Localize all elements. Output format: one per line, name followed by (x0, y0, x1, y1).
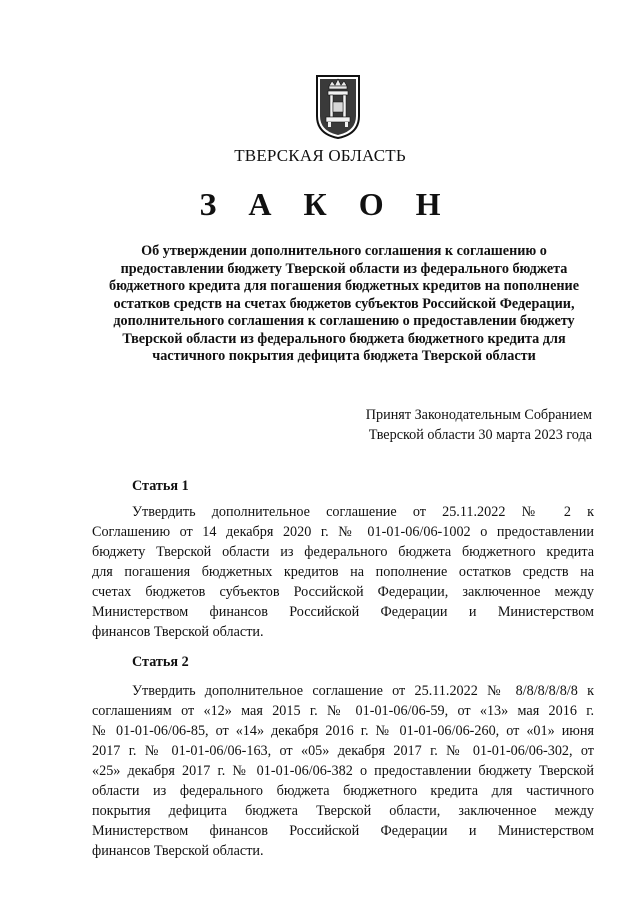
text-line: Утвердить дополнительное соглашение от 25.11.2022 № 8/8/8/8/8/8 к (132, 683, 594, 699)
region-name: ТВЕРСКАЯ ОБЛАСТЬ (234, 146, 406, 165)
text-line: Утвердить дополнительное соглашение от 25.11.2022 № 2 к (132, 504, 594, 520)
text-line: счетах бюджетов субъектов Российской Федерации, заключенное между (92, 584, 594, 600)
subject-line: дополнительного соглашения к соглашению о предоставлении бюджету (113, 313, 575, 329)
text-line: финансов Тверской области. (92, 624, 264, 640)
subject-line: предоставлении бюджету Тверской области из федерального бюджета (120, 260, 568, 277)
text-line: Министерством финансов Российской Федерации и Министерством (92, 604, 594, 620)
article-1-heading: Статья 1 (132, 478, 189, 494)
text-line: 2017 г. № 01-01-06/06-163, от «05» декабря 2017 г. № 01-01-06/06-302, от (92, 743, 594, 759)
subject-line: бюджетного кредита для погашения бюджетных кредитов на пополнение (108, 278, 580, 294)
article-2-heading: Статья 2 (132, 654, 189, 670)
tver-coat-of-arms-icon (315, 72, 361, 140)
subject-line: Тверской области из федерального бюджета бюджетного кредита для (122, 330, 566, 347)
text-line: покрытия дефицита бюджета Тверской области, заключенное между (92, 803, 594, 819)
document-type-title: З А К О Н (199, 186, 453, 222)
subject-line: остатков средств на счетах бюджетов субъектов Российской Федерации, (113, 295, 575, 312)
adoption-line: Принят Законодательным Собранием (365, 407, 592, 423)
adoption-note (366, 405, 592, 445)
subject-line: Об утверждении дополнительного соглашения к соглашению о (141, 243, 547, 259)
text-line: соглашениям от «12» мая 2015 г. № 01-01-06/06-59, от «13» мая 2016 г. (92, 703, 594, 719)
text-line: для погашения бюджетных кредитов на пополнение остатков средств на (92, 564, 594, 580)
text-line: бюджету Тверской области из федерального бюджета бюджетного кредита (92, 544, 594, 560)
text-line: Соглашению от 14 декабря 2020 г. № 01-01-06/06-1002 о предоставлении (92, 524, 594, 540)
law-subject (84, 243, 604, 366)
text-line: «25» декабря 2017 г. № 01-01-06/06-382 о предоставлении бюджету Тверской (92, 763, 594, 779)
text-line: финансов Тверской области. (92, 843, 264, 859)
adoption-line: Тверской области 30 марта 2023 года (368, 427, 592, 443)
subject-line: частичного покрытия дефицита бюджета Тверской области (152, 348, 536, 364)
text-line: № 01-01-06/06-85, от «14» декабря 2016 г. № 01-01-06/06-260, от «01» июня (92, 723, 594, 739)
article-1-text (92, 502, 594, 642)
article-2-text (92, 681, 594, 861)
text-line: Министерством финансов Российской Федерации и Министерством (92, 823, 594, 839)
text-line: области из федерального бюджета бюджетного кредита для частичного (92, 783, 594, 799)
